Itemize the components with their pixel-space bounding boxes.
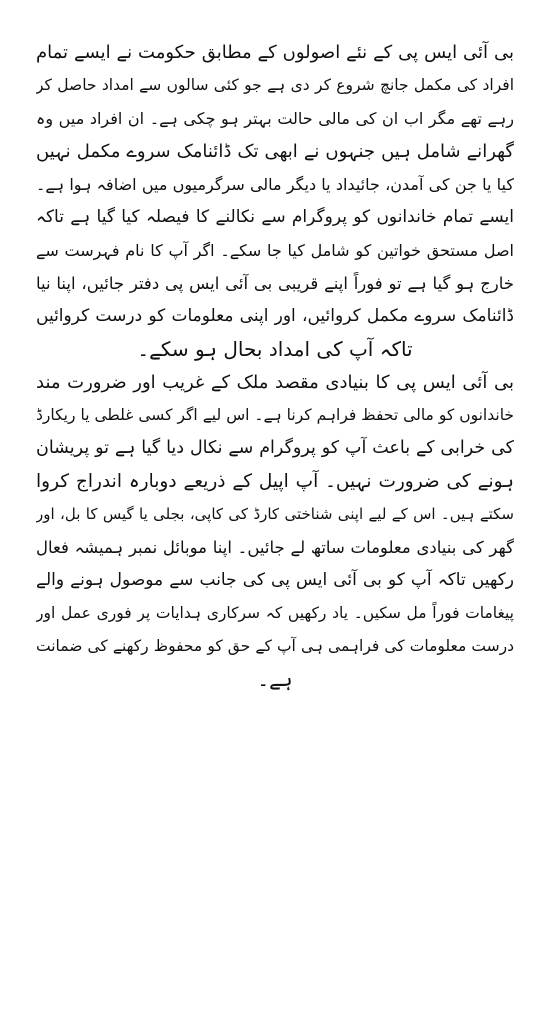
text-line: کیا یا جن کی آمدن، جائیداد یا دیگر مالی سرگرمیوں میں اضافہ ہوا ہے۔	[36, 175, 514, 194]
text-line: کی خرابی کے باعث آپ کو پروگرام سے نکال دیا گیا ہے تو پریشان	[36, 438, 514, 458]
text-line: گھرانے شامل ہیں جنہوں نے ابھی تک ڈائنامک سروے مکمل نہیں	[36, 141, 514, 162]
text-line: افراد کی مکمل جانچ شروع کر دی ہے جو کئی سالوں سے امداد حاصل کر	[36, 76, 514, 94]
paragraph-2	[36, 366, 514, 696]
text-line: ایسے تمام خاندانوں کو پروگرام سے نکالنے کا فیصلہ کیا گیا ہے تاکہ	[36, 207, 514, 227]
paragraph-1	[36, 36, 514, 366]
text-line-last: ہے۔	[257, 667, 293, 691]
text-line: اصل مستحق خواتین کو شامل کیا جا سکے۔ اگر آپ کا نام فہرست سے	[36, 241, 514, 260]
text-line: بی آئی ایس پی کے نئے اصولوں کے مطابق حکومت نے ایسے تمام	[36, 42, 514, 63]
text-line: گھر کی بنیادی معلومات ساتھ لے جائیں۔ اپنا موبائل نمبر ہمیشہ فعال	[36, 538, 514, 557]
text-line: خاندانوں کو مالی تحفظ فراہم کرنا ہے۔ اس لیے اگر کسی غلطی یا ریکارڈ	[36, 406, 514, 424]
text-line: ہونے کی ضرورت نہیں۔ آپ اپیل کے ذریعے دوبارہ اندراج کروا	[36, 471, 514, 492]
text-line: ڈائنامک سروے مکمل کروائیں، اور اپنی معلومات کو درست کروائیں	[36, 306, 514, 326]
text-line: بی آئی ایس پی کا بنیادی مقصد ملک کے غریب اور ضرورت مند	[36, 372, 514, 393]
text-line: خارج ہو گیا ہے تو فوراً اپنے قریبی بی آئی ایس پی دفتر جائیں، اپنا نیا	[36, 274, 514, 293]
text-line: پیغامات فوراً مل سکیں۔ یاد رکھیں کہ سرکاری ہدایات پر فوری عمل اور	[36, 604, 514, 622]
text-line: درست معلومات کی فراہمی ہی آپ کے حق کو محفوظ رکھنے کی ضمانت	[36, 637, 514, 655]
text-line: سکتے ہیں۔ اس کے لیے اپنی شناختی کارڈ کی کاپی، بجلی یا گیس کا بل، اور	[36, 505, 514, 523]
text-line: رکھیں تاکہ آپ کو بی آئی ایس پی کی جانب سے موصول ہونے والے	[36, 570, 514, 590]
text-line: رہے تھے مگر اب ان کی مالی حالت بہتر ہو چکی ہے۔ ان افراد میں وہ	[36, 109, 514, 128]
text-line-last: تاکہ آپ کی امداد بحال ہو سکے۔	[137, 337, 413, 361]
